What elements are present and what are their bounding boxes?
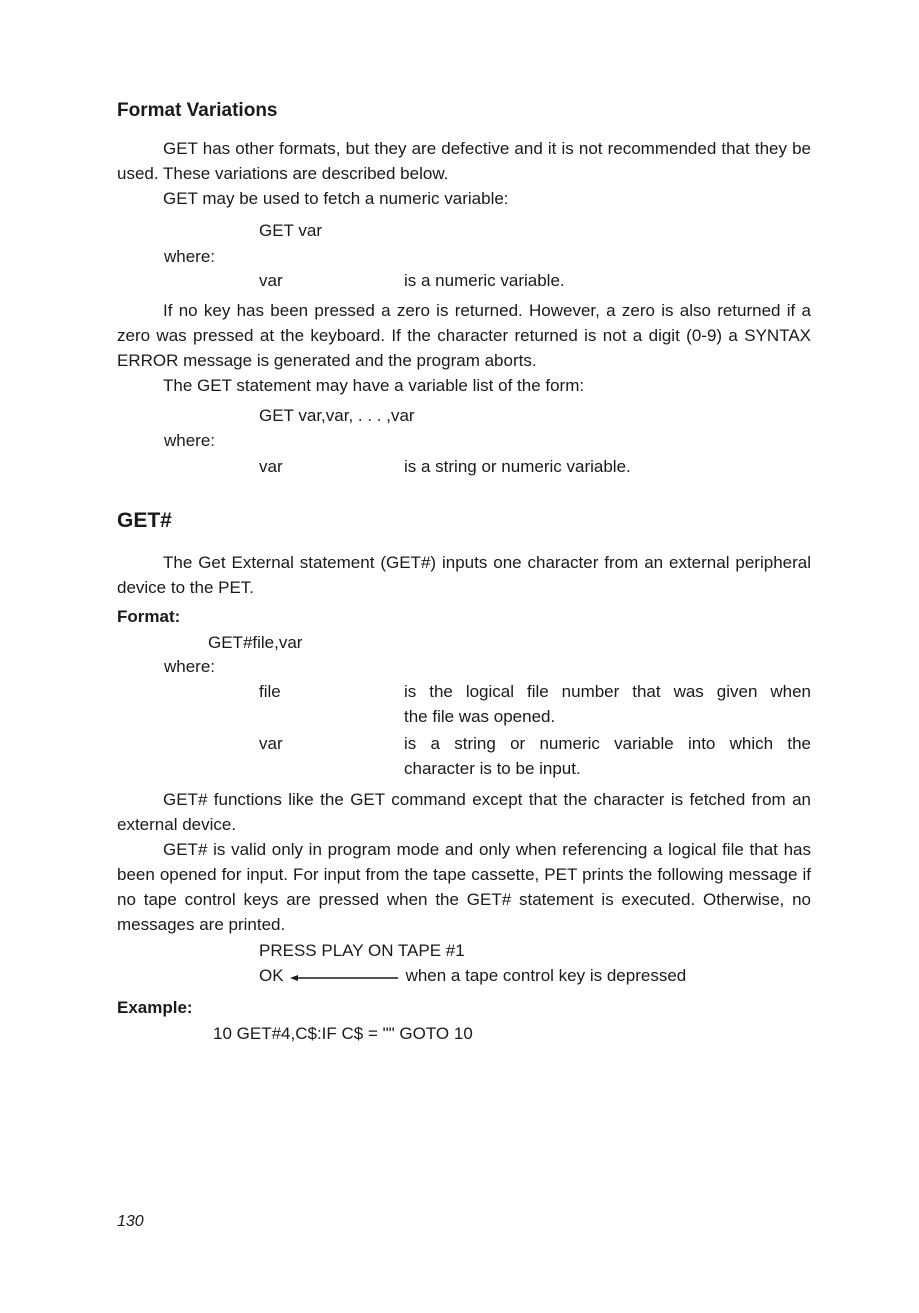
tape-message-line: PRESS PLAY ON TAPE #1 (259, 941, 465, 960)
syntax-line: GET var,var, . . . ,var (259, 406, 415, 425)
get-hash-intro (117, 550, 811, 600)
paragraph: GET may be used to fetch a numeric variable: (163, 189, 509, 208)
ok-note: when a tape control key is depressed (405, 966, 687, 985)
get-hash-body (117, 787, 811, 937)
param-description: is a string or numeric variable into which the (404, 734, 811, 753)
where-label: where: (164, 247, 216, 266)
left-arrow-icon (290, 964, 400, 989)
tape-message-ok-line (259, 963, 686, 989)
where-label: where: (164, 657, 216, 676)
format-label: Format: (117, 607, 181, 626)
paragraph: The Get External statement (GET#) inputs one character from an external peripheral device to the PET. (117, 553, 811, 597)
param-name: var (259, 457, 283, 476)
format-syntax: GET#file,var (208, 633, 303, 652)
section-heading-get-hash: GET# (117, 509, 172, 532)
example-code: 10 GET#4,C$:IF C$ = "" GOTO 10 (213, 1024, 473, 1043)
param-description: is a numeric variable. (404, 271, 565, 290)
paragraph: The GET statement may have a variable list of the form: (163, 376, 585, 395)
paragraph: GET# functions like the GET command except that the character is fetched from an external device. (117, 790, 811, 834)
param-description: is the logical file number that was given when (404, 682, 811, 701)
paragraph: GET has other formats, but they are defective and it is not recommended that they be used. These variations are described below. (117, 139, 811, 183)
param-description: is a string or numeric variable. (404, 457, 631, 476)
param-name: var (259, 271, 283, 290)
param-name: file (259, 682, 281, 701)
param-description: the file was opened. (404, 707, 556, 726)
paragraph: GET# is valid only in program mode and only when referencing a logical file that has been opened for input. For input from the tape cassette, PET prints the following message if no tape control keys are pressed when the GET# statement is executed. Otherwise, no messages are printed. (117, 840, 811, 934)
ok-text: OK (259, 966, 284, 985)
section-heading-format-variations: Format Variations (117, 100, 278, 121)
param-name: var (259, 734, 283, 753)
format-variations-body (117, 298, 811, 398)
example-label: Example: (117, 998, 193, 1017)
where-label: where: (164, 431, 216, 450)
format-variations-intro (117, 136, 811, 211)
syntax-line: GET var (259, 221, 322, 240)
page-number: 130 (117, 1213, 144, 1230)
paragraph: If no key has been pressed a zero is returned. However, a zero is also returned if a zero was pressed at the keyboard. If the character returned is not a digit (0-9) a SYNTAX ERROR message is generated and the program aborts. (117, 301, 811, 370)
param-description: character is to be input. (404, 759, 581, 778)
